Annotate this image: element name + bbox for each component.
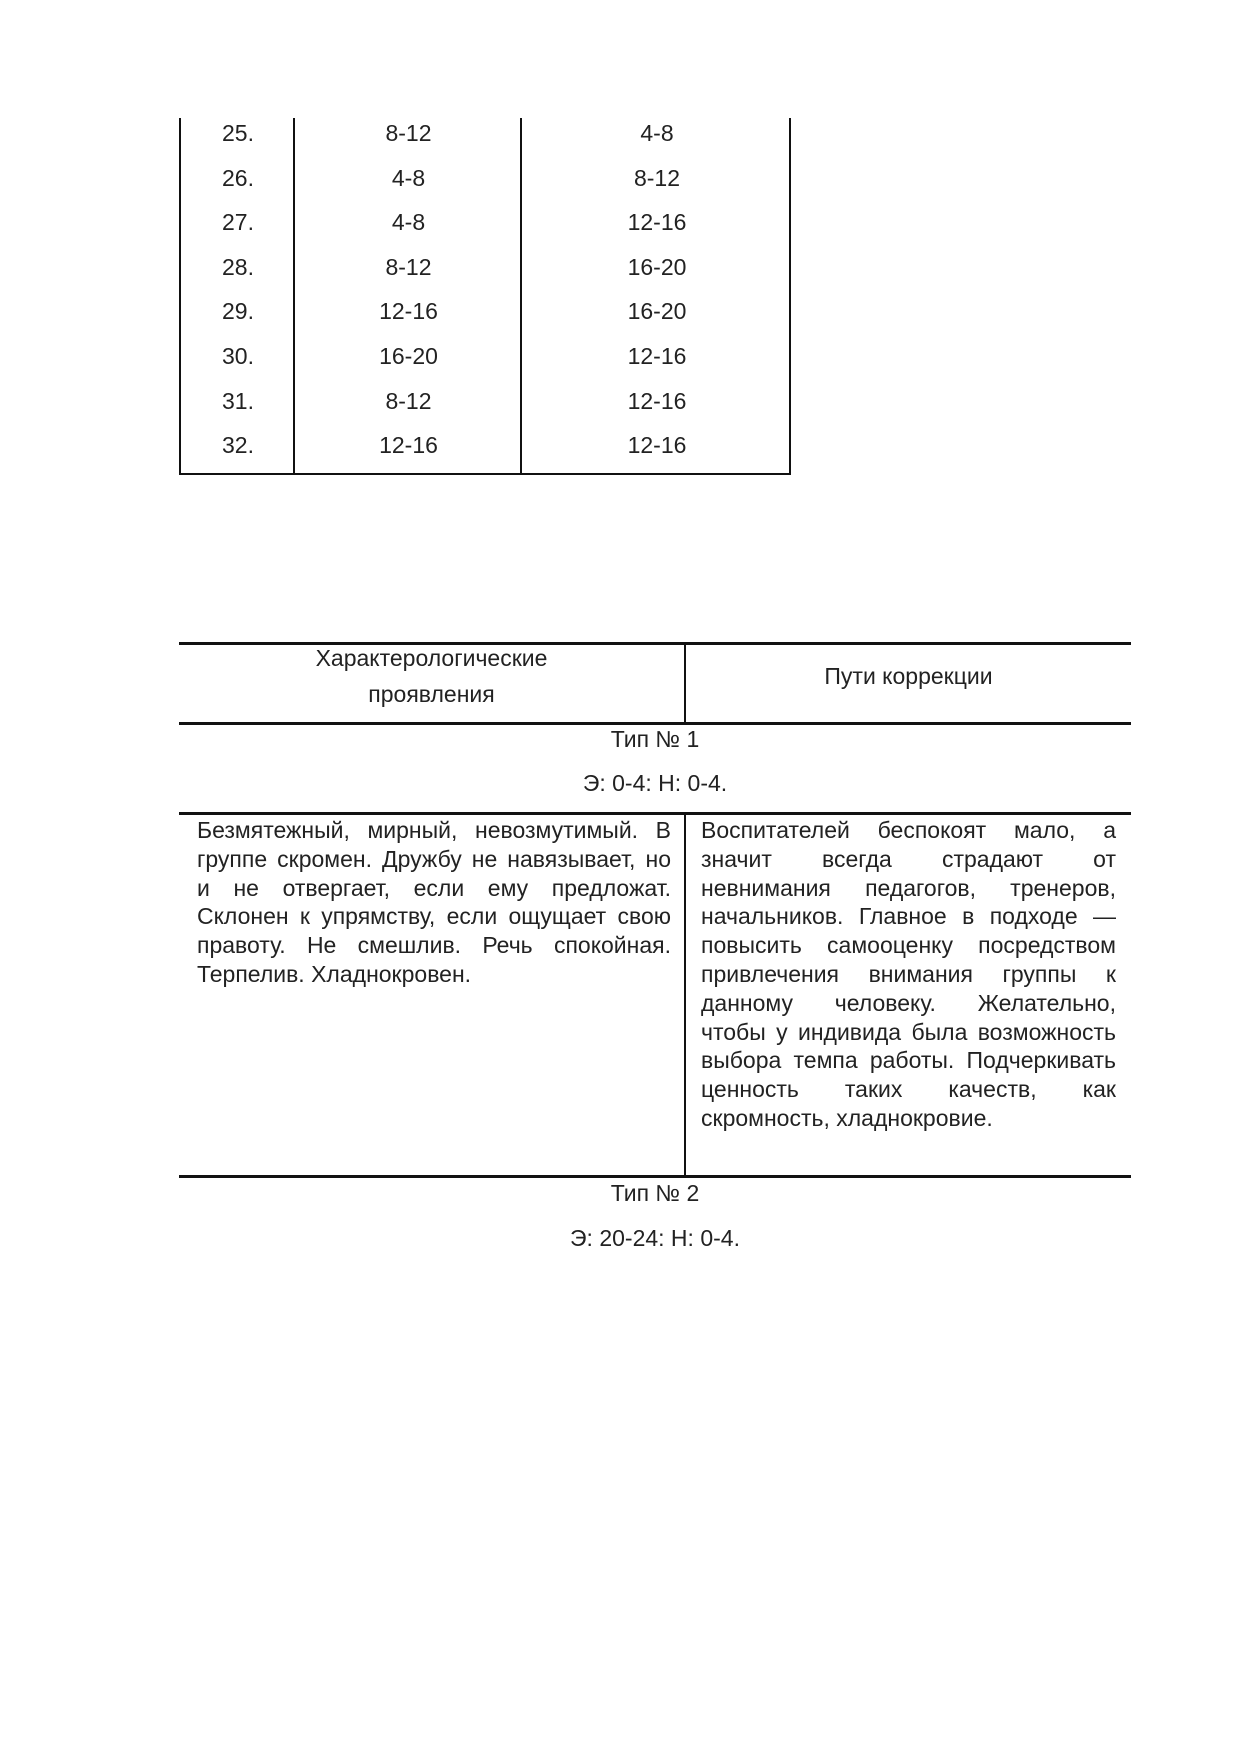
- header-correction: Пути коррекции: [824, 663, 993, 689]
- score-table: [179, 118, 791, 475]
- type2-scores: Э: 20-24: Н: 0-4.: [570, 1225, 740, 1251]
- cell-num: 30.: [222, 343, 254, 369]
- header-traits-line2: проявления: [368, 681, 495, 707]
- cell-a: 12-16: [379, 298, 438, 325]
- type1-correction: Воспитателей беспокоят мало, а значит всегда страдают от невнимания педагогов, тренеров, начальников. Главное в подходе — повысить самооценку посредством привлечения внимания группы к данному человеку. Желательно, чтобы у индивида была возможность выбора темпа работы. Подчеркивать ценность таких качеств, как скромность, хладнокровие.: [701, 817, 1116, 1131]
- table-row: [181, 163, 789, 208]
- cell-num: 32.: [222, 432, 254, 459]
- type1-rule: [179, 812, 1131, 815]
- cell-b: 12-16: [627, 387, 687, 414]
- type2-title: Тип № 2: [610, 1180, 700, 1206]
- table-row: [181, 386, 789, 431]
- cell-num: 31.: [222, 387, 254, 414]
- type1-scores: Э: 0-4: Н: 0-4.: [582, 770, 728, 796]
- cell-a: 4-8: [391, 164, 426, 191]
- type1-bottom-rule: [179, 1175, 1131, 1178]
- cell-num: 29.: [222, 298, 254, 325]
- cell-num: 28.: [222, 253, 254, 280]
- header-traits-line1: Характерологические: [315, 645, 548, 671]
- cell-a: 8-12: [385, 120, 432, 146]
- table-row: [181, 296, 789, 341]
- table-row: [181, 341, 789, 386]
- table-row: [181, 207, 789, 252]
- cell-b: 4-8: [640, 120, 674, 146]
- cell-num: 25.: [222, 120, 254, 146]
- cell-num: 26.: [222, 164, 254, 191]
- cell-num: 27.: [222, 209, 254, 236]
- cell-b: 12-16: [627, 343, 687, 369]
- table-row: [181, 118, 789, 163]
- cell-b: 16-20: [627, 253, 687, 280]
- type1-title: Тип № 1: [610, 726, 700, 752]
- table-row: [181, 252, 789, 297]
- body-divider: [684, 812, 686, 1176]
- cell-b: 16-20: [627, 298, 687, 325]
- cell-b: 12-16: [627, 209, 687, 236]
- cell-a: 4-8: [391, 209, 426, 236]
- header-traits: [179, 640, 684, 712]
- header-bottom-rule: [179, 722, 1131, 725]
- type1-traits: Безмятежный, мирный, невозмутимый. В группе скромен. Дружбу не навязывает, но и не отвергает, если ему предложат. Склонен к упрямству, если ощущает свою правоту. Не смешлив. Речь спокойная. Терпелив. Хладнокровен.: [197, 817, 671, 987]
- cell-a: 8-12: [385, 387, 432, 414]
- cell-a: 8-12: [385, 253, 432, 280]
- cell-a: 12-16: [379, 432, 438, 459]
- cell-b: 12-16: [627, 432, 687, 459]
- cell-b: 8-12: [633, 164, 681, 191]
- cell-a: 16-20: [379, 343, 438, 369]
- table-row: [181, 430, 789, 475]
